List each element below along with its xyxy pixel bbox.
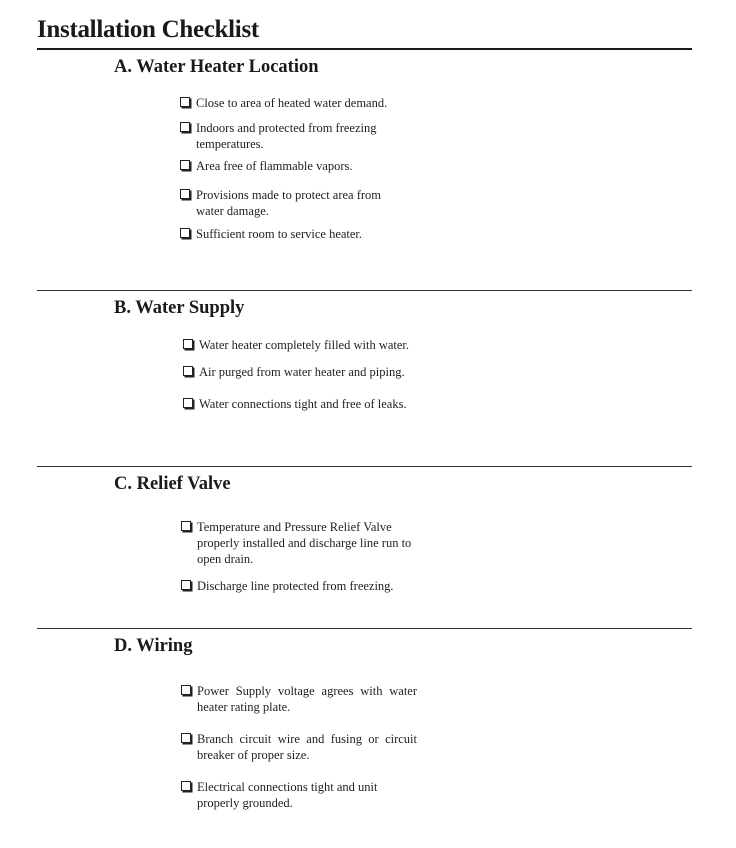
checklist-item: Air purged from water heater and piping.	[183, 364, 423, 380]
checkbox-icon[interactable]	[180, 228, 190, 238]
checkbox-icon[interactable]	[181, 733, 191, 743]
checkbox-icon[interactable]	[180, 122, 190, 132]
title-divider	[37, 48, 692, 50]
checkbox-icon[interactable]	[181, 580, 191, 590]
checklist-item: Branch circuit wire and fusing or circuit breaker of proper size.	[181, 731, 417, 763]
checklist-item: Indoors and protected from freezing temperatures.	[180, 120, 380, 152]
checklist-item: Sufficient room to service heater.	[180, 226, 400, 242]
checkbox-icon[interactable]	[183, 339, 193, 349]
checklist-item: Provisions made to protect area from water damage.	[180, 187, 410, 219]
checklist-item: Area free of flammable vapors.	[180, 158, 400, 174]
checkbox-icon[interactable]	[181, 781, 191, 791]
checkbox-icon[interactable]	[183, 366, 193, 376]
checkbox-icon[interactable]	[183, 398, 193, 408]
checkbox-icon[interactable]	[180, 160, 190, 170]
section-heading-water-heater-location: A. Water Heater Location	[114, 57, 319, 77]
section-divider	[37, 628, 692, 629]
checklist-item: Water connections tight and free of leaks.	[183, 396, 423, 412]
checkbox-icon[interactable]	[181, 685, 191, 695]
checklist-item: Water heater completely filled with water.	[183, 337, 423, 353]
section-heading-relief-valve: C. Relief Valve	[114, 474, 231, 494]
checkbox-icon[interactable]	[181, 521, 191, 531]
section-divider	[37, 466, 692, 467]
section-divider	[37, 290, 692, 291]
section-heading-water-supply: B. Water Supply	[114, 298, 245, 318]
checkbox-icon[interactable]	[180, 189, 190, 199]
section-heading-wiring: D. Wiring	[114, 636, 193, 656]
checklist-item: Power Supply voltage agrees with water heater rating plate.	[181, 683, 417, 715]
checkbox-icon[interactable]	[180, 97, 190, 107]
checklist-item: Close to area of heated water demand.	[180, 95, 400, 111]
checklist-item: Temperature and Pressure Relief Valve properly installed and discharge line run to open drain.	[181, 519, 417, 567]
checklist-item: Discharge line protected from freezing.	[181, 578, 417, 594]
page-title: Installation Checklist	[37, 16, 259, 43]
checklist-item: Electrical connections tight and unit properly grounded.	[181, 779, 417, 811]
